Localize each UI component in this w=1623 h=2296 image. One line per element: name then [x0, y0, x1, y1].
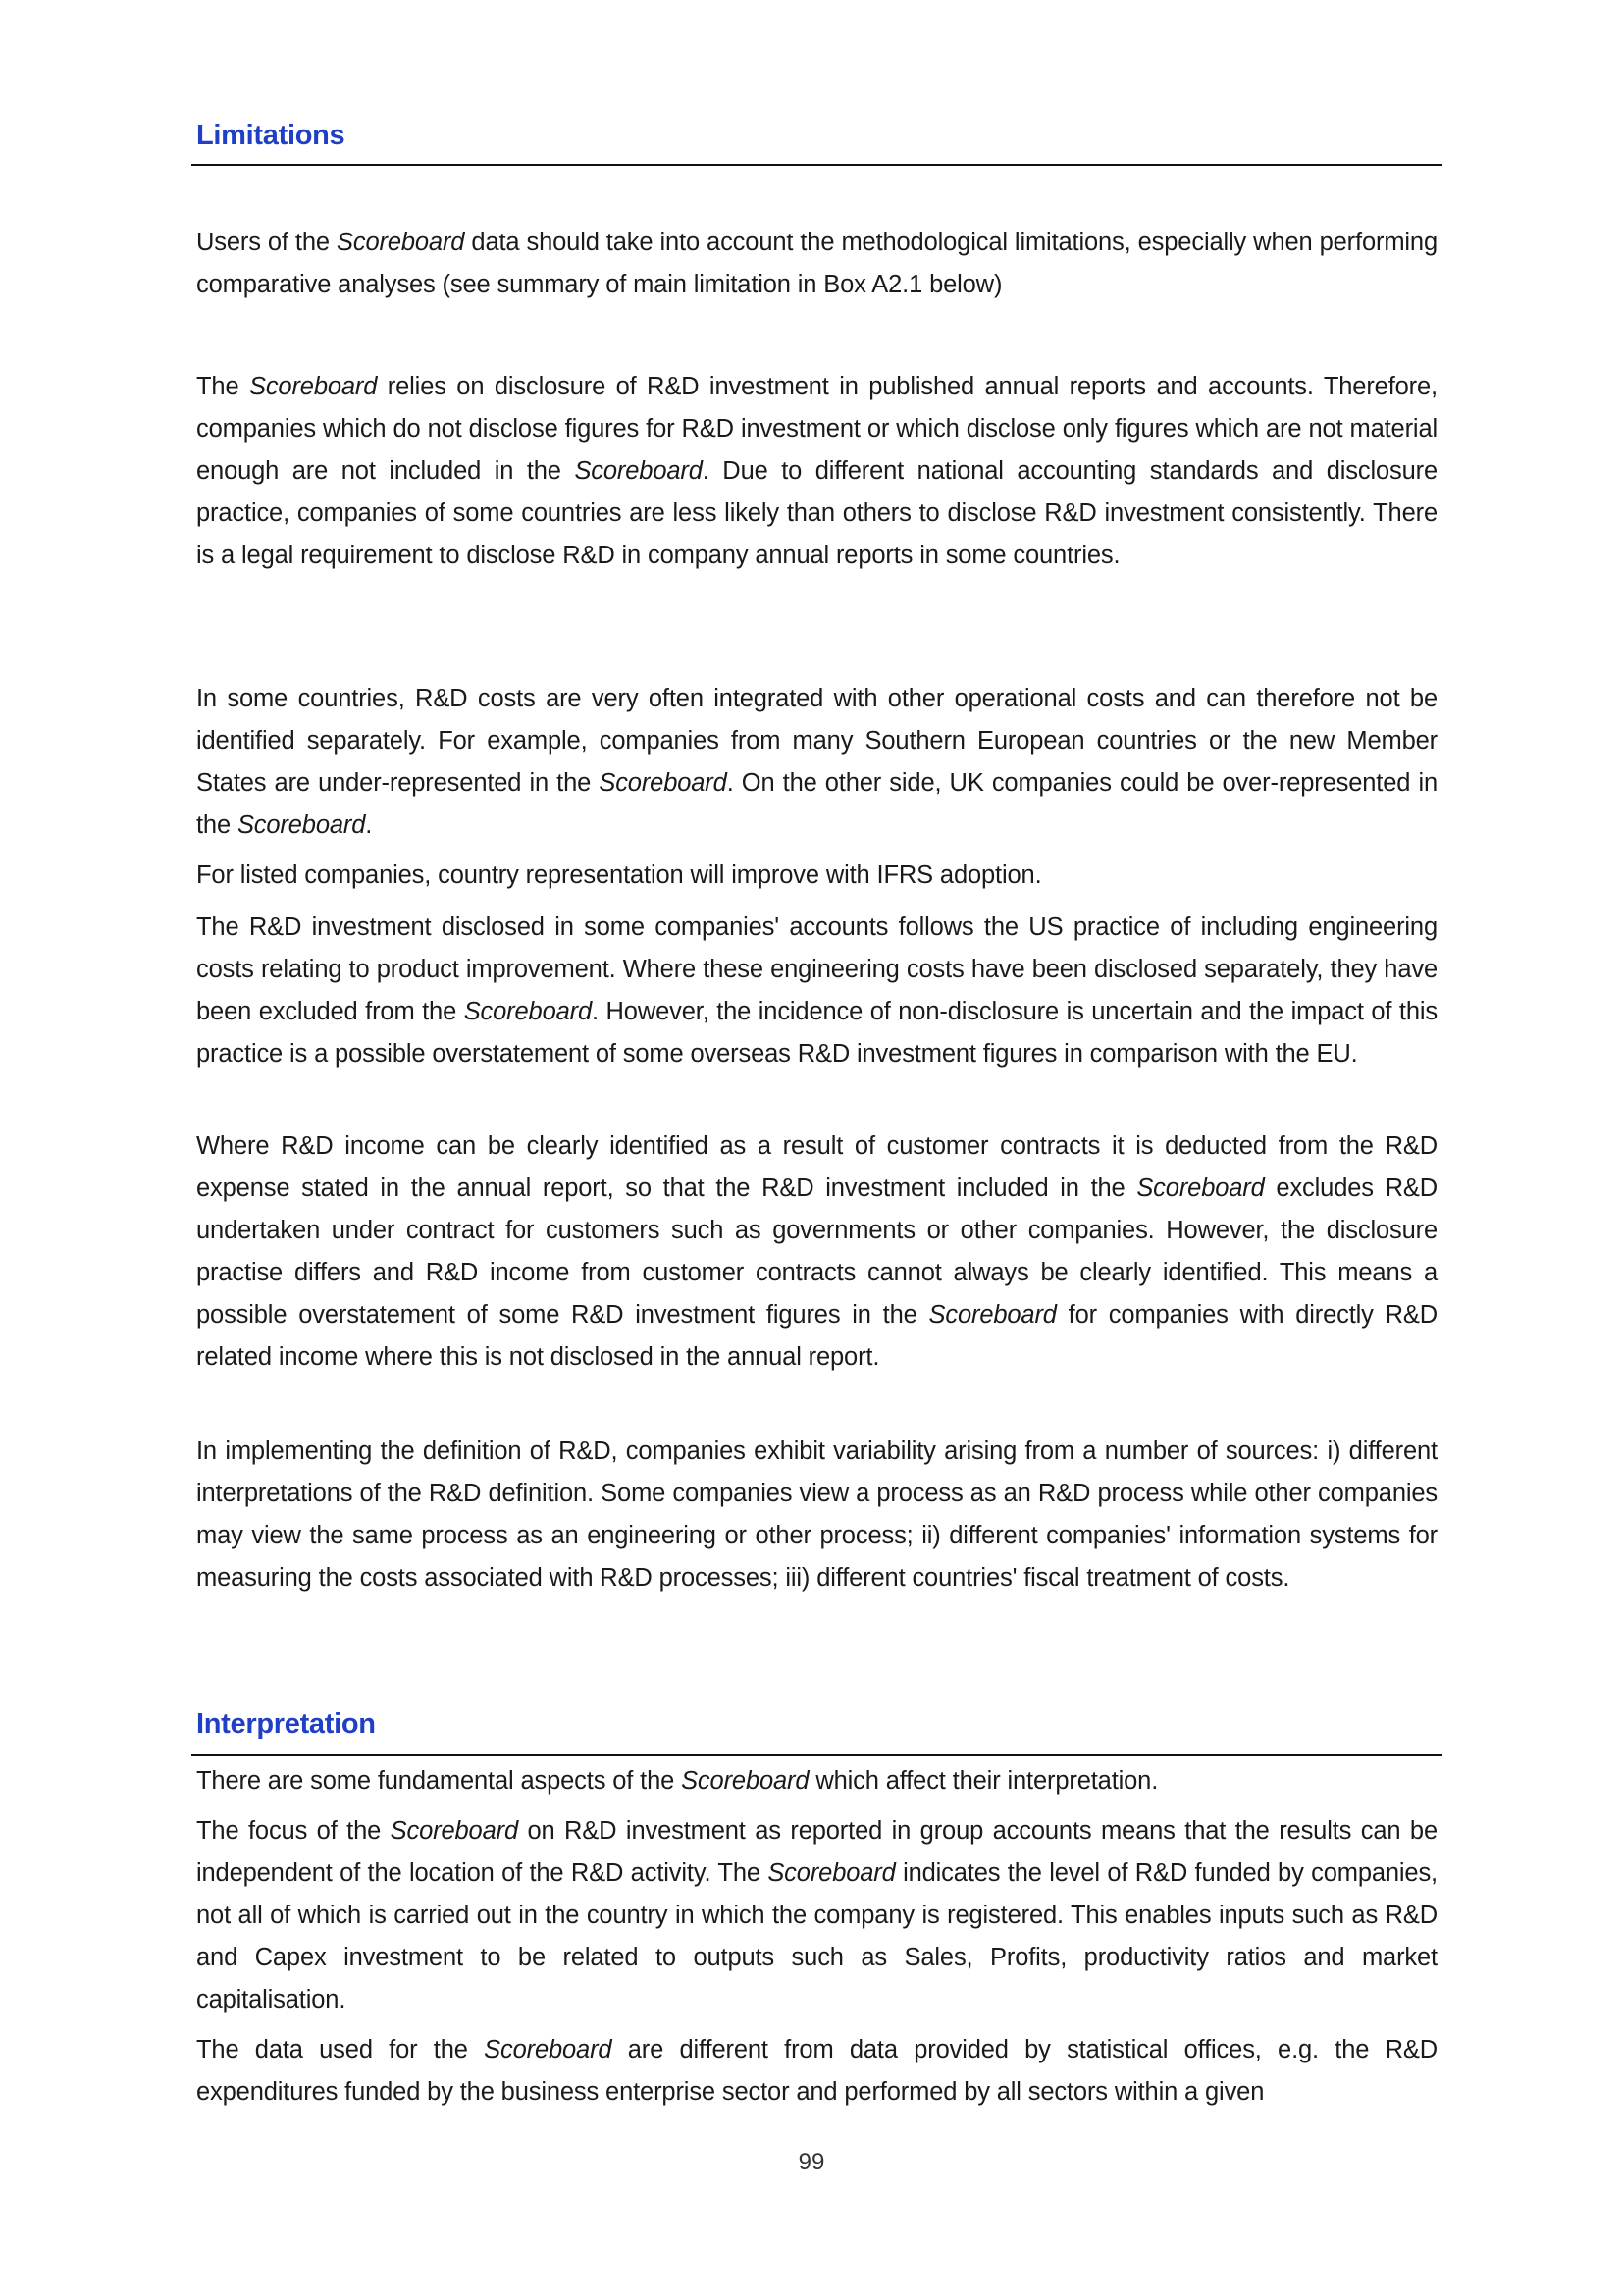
text-run: data should take into account the methodological limitations, especially when performing comparative analyses (see summary of main limitation in Box A2.1 below): [196, 229, 1438, 298]
text-run: In some countries, R&D costs are very often integrated with other operational costs and can therefore not be identified separately. For example, companies from many Southern European countries or the new Member States are under-represented in the: [196, 685, 1438, 797]
paragraph: [196, 855, 1438, 897]
paragraph: [196, 1125, 1438, 1379]
italic-text: Scoreboard: [463, 998, 593, 1025]
text-run: Where R&D income can be clearly identified as a result of customer contracts it is deducted from the R&D expense stated in the annual report, so that the R&D investment included in the: [196, 1132, 1438, 1202]
text-run: For listed companies, country representation will improve with IFRS adoption.: [196, 861, 1042, 889]
text-run: The data used for the: [196, 2036, 485, 2063]
text-run: relies on disclosure of R&D investment in published annual reports and accounts. Therefore, companies which do not disclose figures for R&D investment or which disclose only figures which are not material enough are not included in the: [196, 373, 1438, 485]
italic-text: Scoreboard: [484, 2036, 612, 2063]
italic-text: Scoreboard: [681, 1767, 810, 1795]
text-run: . However, the incidence of non-disclosure is uncertain and the impact of this practice is a possible overstatement of some overseas R&D investment figures in comparison with the EU.: [196, 998, 1439, 1068]
italic-text: Scoreboard: [337, 229, 465, 256]
paragraph: [196, 1431, 1438, 1599]
text-run: indicates the level of R&D funded by companies, not all of which is carried out in the country in which the company is registered. This enables inputs such as R&D and Capex investment to be related to outputs such as Sales, Profits, productivity ratios and market capitalisation.: [196, 1859, 1438, 2013]
text-run: .: [365, 811, 373, 839]
italic-text: Scoreboard: [599, 769, 727, 797]
text-run: There are some fundamental aspects of the: [196, 1767, 682, 1795]
italic-text: Scoreboard: [928, 1301, 1057, 1329]
text-run: In implementing the definition of R&D, companies exhibit variability arising from a number of sources: i) different interpretations of the R&D definition. Some companies view a process as an R&D process while other companies may view the same process as an engineering or other process; ii) different companies' information systems for measuring the costs associated with R&D processes; iii) different countries' fiscal treatment of costs.: [196, 1437, 1438, 1592]
italic-text: Scoreboard: [1136, 1174, 1265, 1202]
text-run: Users of the: [196, 229, 337, 256]
text-run: which affect their interpretation.: [809, 1767, 1159, 1795]
italic-text: Scoreboard: [767, 1859, 896, 1887]
text-run: are different from data provided by statistical offices, e.g. the R&D expenditures funded by the business enterprise sector and performed by all sectors within a given: [196, 2036, 1438, 2106]
text-run: for companies with directly R&D related income where this is not disclosed in the annual report.: [196, 1301, 1438, 1371]
section-heading-interpretation: Interpretation: [196, 1708, 376, 1740]
page-number: 99: [798, 2149, 825, 2175]
text-run: The focus of the: [196, 1817, 391, 1845]
paragraph: [196, 1810, 1438, 2021]
text-run: The: [196, 373, 249, 400]
paragraph: [196, 2029, 1438, 2113]
text-run: . Due to different national accounting standards and disclosure practice, companies of some countries are less likely than others to disclose R&D investment consistently. There is a legal requirement to disclose R&D in company annual reports in some countries.: [196, 457, 1438, 569]
paragraph: [196, 366, 1438, 577]
text-run: . On the other side, UK companies could be over-represented in the: [196, 769, 1438, 839]
section-heading-limitations: Limitations: [196, 120, 345, 151]
text-run: excludes R&D undertaken under contract for customers such as governments or other companies. However, the disclosure practise differs and R&D income from customer contracts cannot always be clearly identified. This means a possible overstatement of some R&D investment figures in the: [196, 1174, 1438, 1329]
heading-rule: [191, 1754, 1442, 1756]
text-run: The R&D investment disclosed in some companies' accounts follows the US practice of including engineering costs relating to product improvement. Where these engineering costs have been disclosed separately, they have been excluded from the: [196, 913, 1438, 1025]
paragraph: [196, 1760, 1438, 1802]
italic-text: Scoreboard: [390, 1817, 518, 1845]
italic-text: Scoreboard: [236, 811, 366, 839]
paragraph: [196, 678, 1438, 847]
heading-rule: [191, 164, 1442, 166]
italic-text: Scoreboard: [574, 457, 703, 485]
italic-text: Scoreboard: [248, 373, 378, 400]
paragraph: [196, 222, 1438, 306]
text-run: on R&D investment as reported in group accounts means that the results can be independent of the location of the R&D activity. The: [196, 1817, 1438, 1887]
paragraph: [196, 907, 1438, 1075]
